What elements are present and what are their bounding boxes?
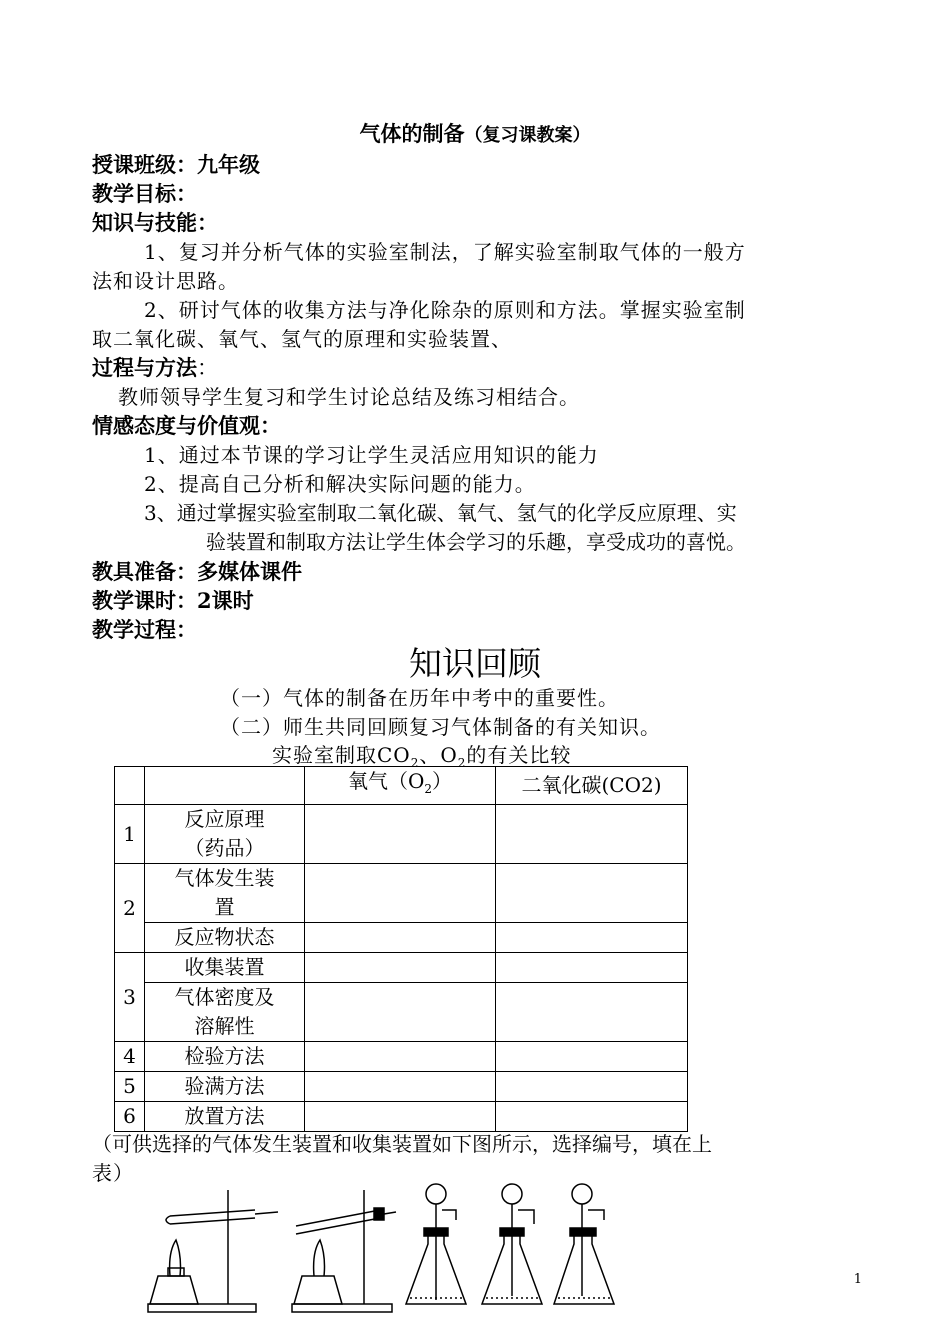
- emotion-item-2: 2、提高自己分析和解决实际问题的能力。: [144, 472, 536, 496]
- apparatus-b-icon: [292, 1190, 396, 1312]
- process-text: 教师领导学生复习和学生讨论总结及练习相结合。: [118, 385, 580, 409]
- note-line-1: （可供选择的气体发生装置和收集装置如下图所示，选择编号，填在上: [92, 1132, 712, 1156]
- knowledge-item-1-line-2: 法和设计思路。: [92, 269, 239, 293]
- comparison-table: [114, 766, 688, 1132]
- note-line-2: 表）: [92, 1161, 134, 1185]
- row-number: 3: [115, 953, 145, 1042]
- table-cell: [305, 983, 496, 1042]
- point-1: （一）气体的制备在历年中考中的重要性。: [220, 686, 619, 710]
- row-number: 5: [115, 1072, 145, 1102]
- table-row: [115, 953, 688, 983]
- knowledge-heading: 知识与技能：: [92, 210, 218, 235]
- emotion-heading: 情感态度与价值观：: [92, 413, 281, 438]
- table-cell: [305, 1102, 496, 1132]
- hours-line: 教学课时：2课时: [92, 588, 254, 613]
- knowledge-item-1-line-1: 1、复习并分析气体的实验室制法，了解实验室制取气体的一般方: [144, 240, 746, 264]
- goal-heading: 教学目标：: [92, 181, 197, 206]
- row-number: 4: [115, 1042, 145, 1072]
- table-row: [115, 923, 688, 953]
- table-cell: [496, 1072, 688, 1102]
- apparatus-a-icon: [148, 1190, 278, 1312]
- row-number: 2: [115, 864, 145, 953]
- table-cell: [305, 923, 496, 953]
- table-cell: [496, 1042, 688, 1072]
- row-number: 1: [115, 805, 145, 864]
- table-row: [115, 1042, 688, 1072]
- table-cell: [115, 767, 145, 805]
- table-row: [115, 805, 688, 864]
- steps-heading: 教学过程：: [92, 617, 197, 642]
- row-item: 收集装置: [145, 953, 305, 983]
- table-cell: [496, 864, 688, 923]
- table-cell: [305, 953, 496, 983]
- tools-line: 教具准备：多媒体课件: [92, 559, 302, 584]
- header-o2: 氧气$(O_2)$: [305, 767, 496, 805]
- row-item: 验满方法: [145, 1072, 305, 1102]
- apparatus-figure: [140, 1180, 620, 1320]
- row-item: 反应原理 （药品）: [145, 805, 305, 864]
- doc-title: 气体的制备（复习课教案）: [359, 121, 591, 146]
- row-item: 放置方法: [145, 1102, 305, 1132]
- table-cell: [305, 1072, 496, 1102]
- apparatus-c-icon: [406, 1184, 466, 1304]
- knowledge-item-2-line-2: 取二氧化碳、氧气、氢气的原理和实验装置、: [92, 327, 512, 351]
- table-row: [115, 1072, 688, 1102]
- row-item: 气体发生装 置: [145, 864, 305, 923]
- table-cell: [305, 864, 496, 923]
- section-title: 知识回顾: [409, 644, 541, 683]
- class-line: 授课班级：九年级: [92, 152, 260, 177]
- row-number: 6: [115, 1102, 145, 1132]
- process-heading: 过程与方法：: [92, 355, 218, 380]
- apparatus-e-icon: [554, 1184, 614, 1304]
- table-header-row: [115, 767, 688, 805]
- table-cell: [305, 1042, 496, 1072]
- row-item: 检验方法: [145, 1042, 305, 1072]
- table-cell: [145, 767, 305, 805]
- table-cell: [305, 805, 496, 864]
- point-2: （二）师生共同回顾复习气体制备的有关知识。: [220, 715, 661, 739]
- emotion-item-3-line-2: 验装置和制取方法让学生体会学习的乐趣，享受成功的喜悦。: [206, 530, 746, 554]
- table-row: [115, 983, 688, 1042]
- knowledge-item-2-line-1: 2、研讨气体的收集方法与净化除杂的原则和方法。掌握实验室制: [144, 298, 746, 322]
- table-cell: [496, 983, 688, 1042]
- row-item: 气体密度及 溶解性: [145, 983, 305, 1042]
- table-row: [115, 864, 688, 923]
- table-cell: [496, 923, 688, 953]
- page-number: 1: [853, 1272, 862, 1287]
- table-caption: 实验室制取$CO_2$、$O_2$的有关比较: [272, 743, 572, 770]
- emotion-item-1: 1、通过本节课的学习让学生灵活应用知识的能力: [144, 443, 599, 467]
- table-row: [115, 1102, 688, 1132]
- emotion-item-3-line-1: 3、通过掌握实验室制取二氧化碳、氧气、氢气的化学反应原理、实: [144, 501, 737, 525]
- table-cell: [496, 1102, 688, 1132]
- apparatus-d-icon: [482, 1184, 542, 1304]
- row-item: 反应物状态: [145, 923, 305, 953]
- header-co2: 二氧化碳(CO2): [496, 767, 688, 805]
- table-cell: [496, 805, 688, 864]
- table-cell: [496, 953, 688, 983]
